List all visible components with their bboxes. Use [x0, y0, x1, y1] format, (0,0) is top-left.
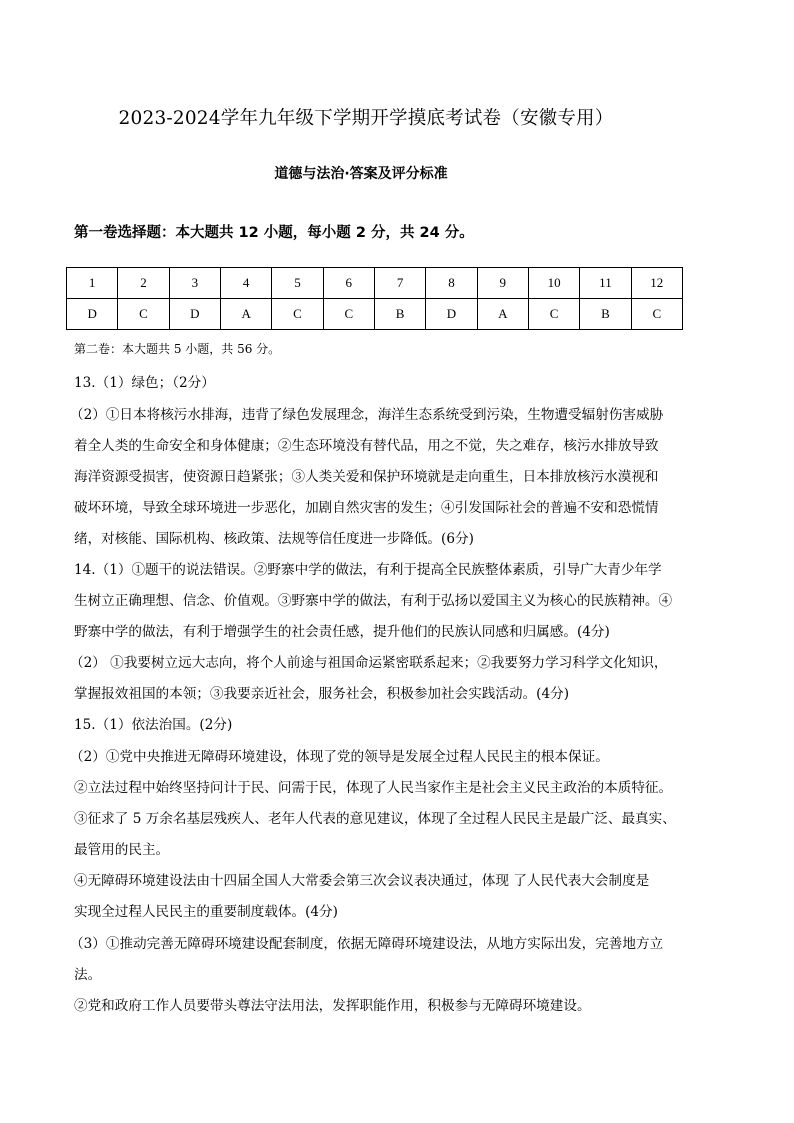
answer-table-number-row: [67, 268, 683, 299]
answer-table: [66, 267, 683, 330]
answer-text-line: 掌握报效祖国的本领；③我要亲近社会，服务社会，积极参加社会实践活动。(4分): [74, 686, 570, 702]
answer-cell: D: [67, 299, 118, 330]
question-number-cell: 4: [220, 268, 271, 299]
answer-text-line: 海洋资源受损害，使资源日趋紧张；③人类关爱和保护环境就是走向重生，日本排放核污水漠视和: [74, 469, 659, 485]
answer-cell: B: [374, 299, 425, 330]
answer-text-line: 生树立正确理想、信念、价值观。③野寨中学的做法，有利于弘扬以爱国主义为核心的民族精神。④: [74, 593, 673, 609]
page-subtitle: 道德与法治·答案及评分标准: [274, 166, 448, 182]
answer-text-line: ②党和政府工作人员要带头尊法守法用法，发挥职能作用，积极参与无障碍环境建设。: [74, 998, 591, 1014]
answer-table-answer-row: [67, 299, 683, 330]
question-number-cell: 2: [118, 268, 169, 299]
question-number-cell: 8: [426, 268, 477, 299]
answer-cell: D: [169, 299, 220, 330]
question-number-cell: 5: [272, 268, 323, 299]
answer-text-line: 破坏环境，导致全球环境进一步恶化，加剧自然灾害的发生；④引发国际社会的普遍不安和恐慌情: [74, 500, 659, 516]
answer-text-line: （3）①推动完善无障碍环境建设配套制度，依据无障碍环境建设法，从地方实际出发，完善地方立: [70, 936, 664, 952]
question-number-cell: 12: [631, 268, 682, 299]
answer-text-line: 15.（1）依法治国。(2分): [74, 717, 233, 733]
answer-cell: C: [323, 299, 374, 330]
section-one-heading: 第一卷选择题：本大题共 12 小题，每小题 2 分，共 24 分。: [74, 225, 474, 241]
answer-text-line: 14.（1）①题干的说法错误。②野寨中学的做法，有利于提高全民族整体素质，引导广大青少年学: [74, 562, 662, 578]
answer-cell: B: [580, 299, 631, 330]
answer-cell: D: [426, 299, 477, 330]
answer-text-line: 野寨中学的做法，有利于增强学生的社会责任感，提升他们的民族认同感和归属感。(4分): [74, 624, 610, 640]
answer-text-line: （2） ①我要树立远大志向，将个人前途与祖国命运紧密联系起来；②我要努力学习科学文化知识，: [70, 655, 668, 671]
question-number-cell: 1: [67, 268, 118, 299]
answer-text-line: （2）①日本将核污水排海，违背了绿色发展理念，海洋生态系统受到污染，生物遭受辐射伤害威胁: [70, 407, 664, 423]
answer-text-line: 13.（1）绿色；（2分）: [74, 375, 215, 391]
answer-text-line: 实现全过程人民民主的重要制度载体。(4分): [74, 904, 338, 920]
answer-text-line: ②立法过程中始终坚持问计于民、问需于民，体现了人民当家作主是社会主义民主政治的本质特征。: [74, 780, 673, 796]
question-number-cell: 6: [323, 268, 374, 299]
answer-text-line: ③征求了 5 万余名基层残疾人、老年人代表的意见建议，体现了全过程人民民主是最广泛、最真实、: [74, 811, 676, 827]
answer-text-line: ④无障碍环境建设法由十四届全国人大常委会第三次会议表决通过，体现 了人民代表大会制度是: [74, 873, 650, 889]
question-number-cell: 11: [580, 268, 631, 299]
section-two-heading: 第二卷：本大题共 5 小题，共 56 分。: [74, 342, 281, 356]
answer-text-line: 着全人类的生命安全和身体健康；②生态环境没有替代品，用之不觉，失之难存，核污水排放导致: [74, 438, 659, 454]
question-number-cell: 3: [169, 268, 220, 299]
answer-cell: A: [477, 299, 528, 330]
answer-cell: C: [118, 299, 169, 330]
answer-text-line: 绪，对核能、国际机构、核政策、法规等信任度进一步降低。(6分): [74, 531, 474, 547]
answer-cell: C: [528, 299, 579, 330]
answer-text-line: 法。: [74, 967, 102, 983]
question-number-cell: 7: [374, 268, 425, 299]
answer-cell: C: [631, 299, 682, 330]
question-number-cell: 10: [528, 268, 579, 299]
answer-text-line: （2）①党中央推进无障碍环境建设，体现了党的领导是发展全过程人民民主的根本保证。: [70, 749, 609, 765]
question-number-cell: 9: [477, 268, 528, 299]
page-title: 2023-2024学年九年级下学期开学摸底考试卷（安徽专用）: [118, 108, 614, 129]
answer-cell: C: [272, 299, 323, 330]
answer-cell: A: [220, 299, 271, 330]
answer-text-line: 最管用的民主。: [74, 842, 170, 858]
